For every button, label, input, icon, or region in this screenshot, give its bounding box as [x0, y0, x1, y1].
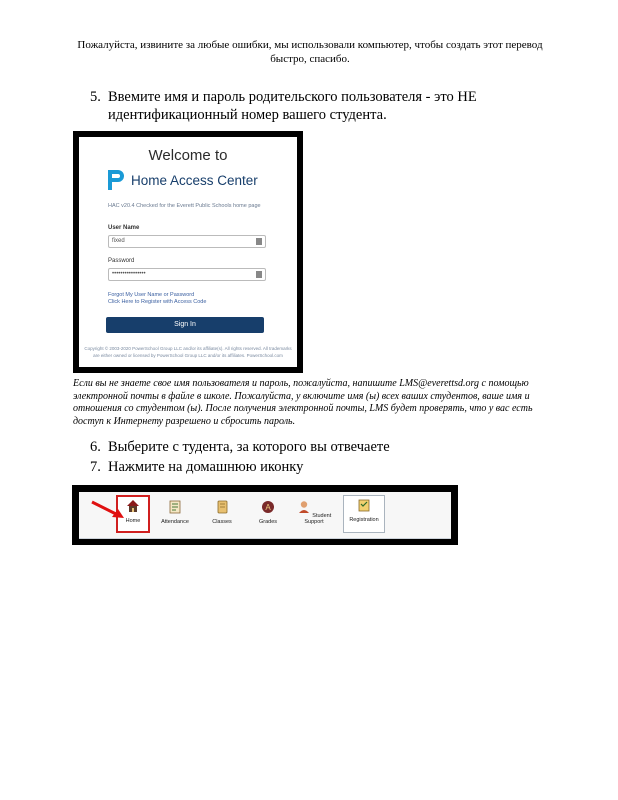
login-links [108, 292, 206, 306]
hac-description: HAC v20.4 Checked for the Everett Public Schools home page [108, 203, 261, 209]
username-label: User Name [108, 225, 140, 231]
attendance-icon [168, 500, 182, 514]
home-icon [126, 499, 140, 513]
brand [107, 169, 258, 191]
register-link[interactable]: Click Here to Register with Access Code [108, 299, 207, 305]
nav-label: Registration [349, 517, 379, 523]
sign-in-button[interactable]: Sign In [106, 317, 264, 333]
nav-attendance[interactable] [155, 498, 195, 530]
username-field[interactable] [108, 235, 266, 248]
step-text: Нажмите на домашнюю иконку [108, 459, 304, 475]
login-screenshot [73, 131, 303, 373]
nav-registration[interactable] [343, 495, 385, 533]
nav-grades[interactable] [253, 498, 283, 530]
nav-toolbar [79, 492, 451, 539]
nav-label: Student Support [304, 513, 332, 525]
password-label: Password [108, 258, 135, 264]
powerschool-logo-icon [107, 169, 125, 191]
grades-icon [261, 500, 275, 514]
step-number: 7. [90, 459, 101, 475]
forgot-credentials-link[interactable]: Forgot My User Name or Password [108, 292, 195, 298]
translation-disclaimer: Пожалуйста, извините за любые ошибки, мы использовали компьютер, чтобы создать этот перевод быстро, спасибо. [77, 39, 543, 65]
step-number: 6. [90, 439, 101, 455]
step-7 [90, 458, 303, 476]
svg-text:A: A [265, 503, 271, 512]
step-text: Ввемите имя и пароль родительского пользователя - это НЕ идентификационный номер вашего студента. [108, 89, 477, 123]
brand-name: Home Access Center [131, 172, 258, 188]
nav-classes[interactable] [205, 498, 239, 530]
student-support-icon [297, 500, 311, 514]
nav-student-support[interactable] [291, 498, 337, 530]
nav-label: Home [125, 518, 141, 524]
username-value: fixed [112, 238, 125, 244]
login-panel [79, 137, 297, 367]
toolbar-panel [79, 492, 451, 538]
nav-label: Classes [212, 519, 232, 525]
step-5 [90, 88, 520, 124]
classes-icon [215, 500, 229, 514]
key-icon [256, 271, 262, 278]
copyright-text: Copyright © 2003-2020 PowerSchool Group LLC and/or its affiliate(s). All rights reserved. All trademarks are either owned or licensed by PowerSchool Group LLC and/or its affiliates. PowerSchool.com [84, 346, 292, 358]
info-paragraph: Если вы не знаете свое имя пользователя и пароль, пожалуйста, напишите LMS@everettsd.org с помощью электронной почты в файле в школе. Пожалуйста, у включите имя (ы) всех ваших студентов, ваше имя и отношения со студентом (ы). После получения электронной почты, LMS будет проверять, что у вас есть доступ к Интернету разрешено и сбросить пароль. [73, 378, 533, 427]
step-number: 5. [90, 89, 101, 105]
step-text: Выберите с тудента, за которого вы отвечаете [108, 439, 390, 455]
red-arrow-icon [90, 500, 126, 520]
password-field[interactable] [108, 268, 266, 281]
password-value: •••••••••••••••• [112, 271, 146, 277]
nav-label: Attendance [161, 519, 189, 525]
registration-icon [357, 498, 371, 512]
welcome-heading: Welcome to [148, 147, 228, 164]
toolbar-screenshot [72, 485, 458, 545]
step-6 [90, 438, 390, 456]
nav-label: Grades [258, 519, 278, 525]
key-icon [256, 238, 262, 245]
